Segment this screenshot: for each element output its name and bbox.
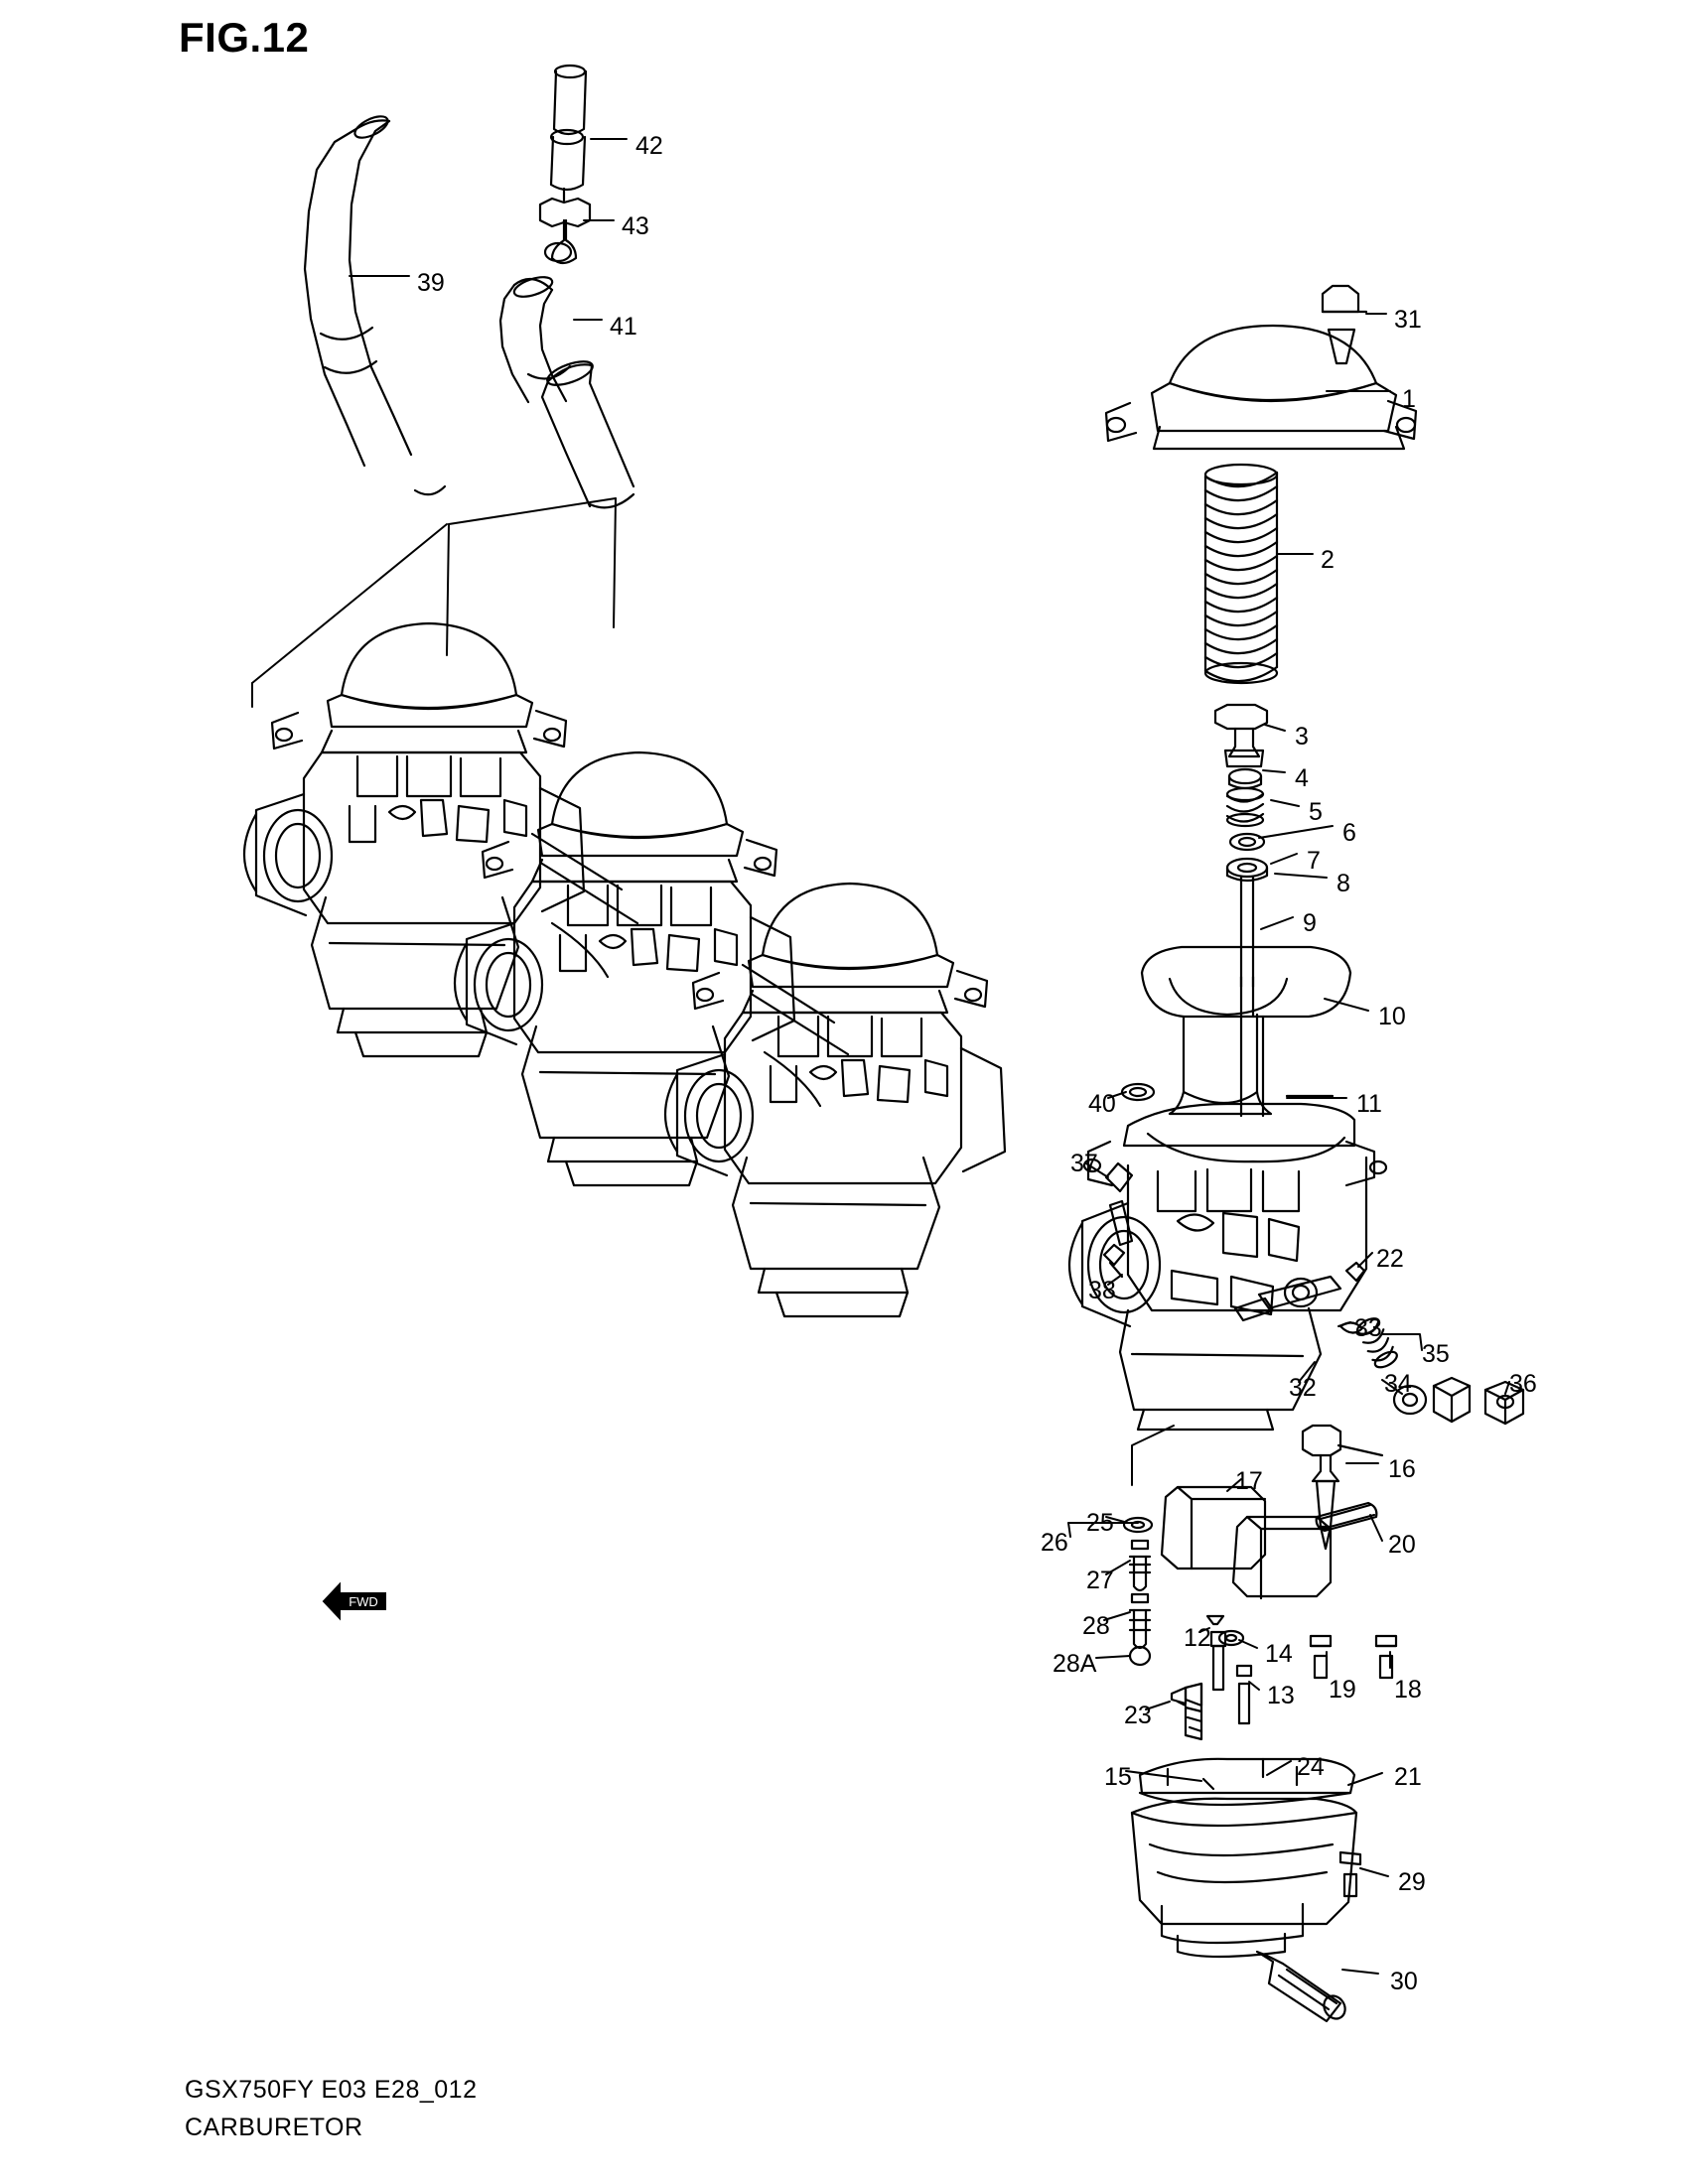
callout-26: 26 — [1041, 1529, 1068, 1557]
callout-32: 32 — [1289, 1374, 1317, 1402]
callout-12: 12 — [1184, 1624, 1211, 1652]
callout-2: 2 — [1321, 546, 1335, 574]
callout-41: 41 — [610, 313, 637, 341]
callout-13: 13 — [1267, 1682, 1295, 1709]
callout-20: 20 — [1388, 1531, 1416, 1559]
callout-18: 18 — [1394, 1676, 1422, 1704]
figure-footer — [185, 2072, 477, 2146]
callout-28A: 28A — [1053, 1650, 1097, 1678]
callout-24: 24 — [1297, 1753, 1325, 1781]
callout-4: 4 — [1295, 764, 1309, 792]
callout-15: 15 — [1104, 1763, 1132, 1791]
callout-22: 22 — [1376, 1245, 1404, 1273]
callout-30: 30 — [1390, 1968, 1418, 1995]
svg-text:FWD: FWD — [349, 1594, 378, 1609]
callout-43: 43 — [622, 212, 649, 240]
callout-1: 1 — [1402, 385, 1416, 413]
footer-assembly-name: CARBURETOR — [185, 2113, 363, 2141]
page-title: FIG.12 — [179, 14, 310, 61]
callout-38: 38 — [1088, 1277, 1116, 1304]
callout-31: 31 — [1394, 306, 1422, 334]
callout-25: 25 — [1086, 1509, 1114, 1537]
callout-37: 37 — [1070, 1150, 1098, 1177]
callout-16: 16 — [1388, 1455, 1416, 1483]
callout-6: 6 — [1342, 819, 1356, 847]
callout-34: 34 — [1384, 1370, 1412, 1398]
callout-29: 29 — [1398, 1868, 1426, 1896]
callout-42: 42 — [635, 132, 663, 160]
callout-10: 10 — [1378, 1003, 1406, 1030]
callout-11: 11 — [1356, 1090, 1382, 1118]
callout-19: 19 — [1329, 1676, 1356, 1704]
callout-33: 33 — [1354, 1314, 1382, 1342]
callout-28: 28 — [1082, 1612, 1110, 1640]
callout-7: 7 — [1307, 847, 1321, 875]
callout-35: 35 — [1422, 1340, 1450, 1368]
callout-40: 40 — [1088, 1090, 1116, 1118]
callout-17: 17 — [1235, 1467, 1263, 1495]
callout-23: 23 — [1124, 1702, 1152, 1729]
callout-36: 36 — [1509, 1370, 1537, 1398]
callout-9: 9 — [1303, 909, 1317, 937]
callout-39: 39 — [417, 269, 445, 297]
callout-5: 5 — [1309, 798, 1323, 826]
footer-model-code: GSX750FY E03 E28_012 — [185, 2076, 478, 2104]
callout-27: 27 — [1086, 1567, 1114, 1594]
callout-3: 3 — [1295, 723, 1309, 751]
callout-14: 14 — [1265, 1640, 1293, 1668]
callout-21: 21 — [1394, 1763, 1422, 1791]
fwd-direction-marker — [320, 1580, 391, 1622]
callout-8: 8 — [1336, 870, 1350, 897]
